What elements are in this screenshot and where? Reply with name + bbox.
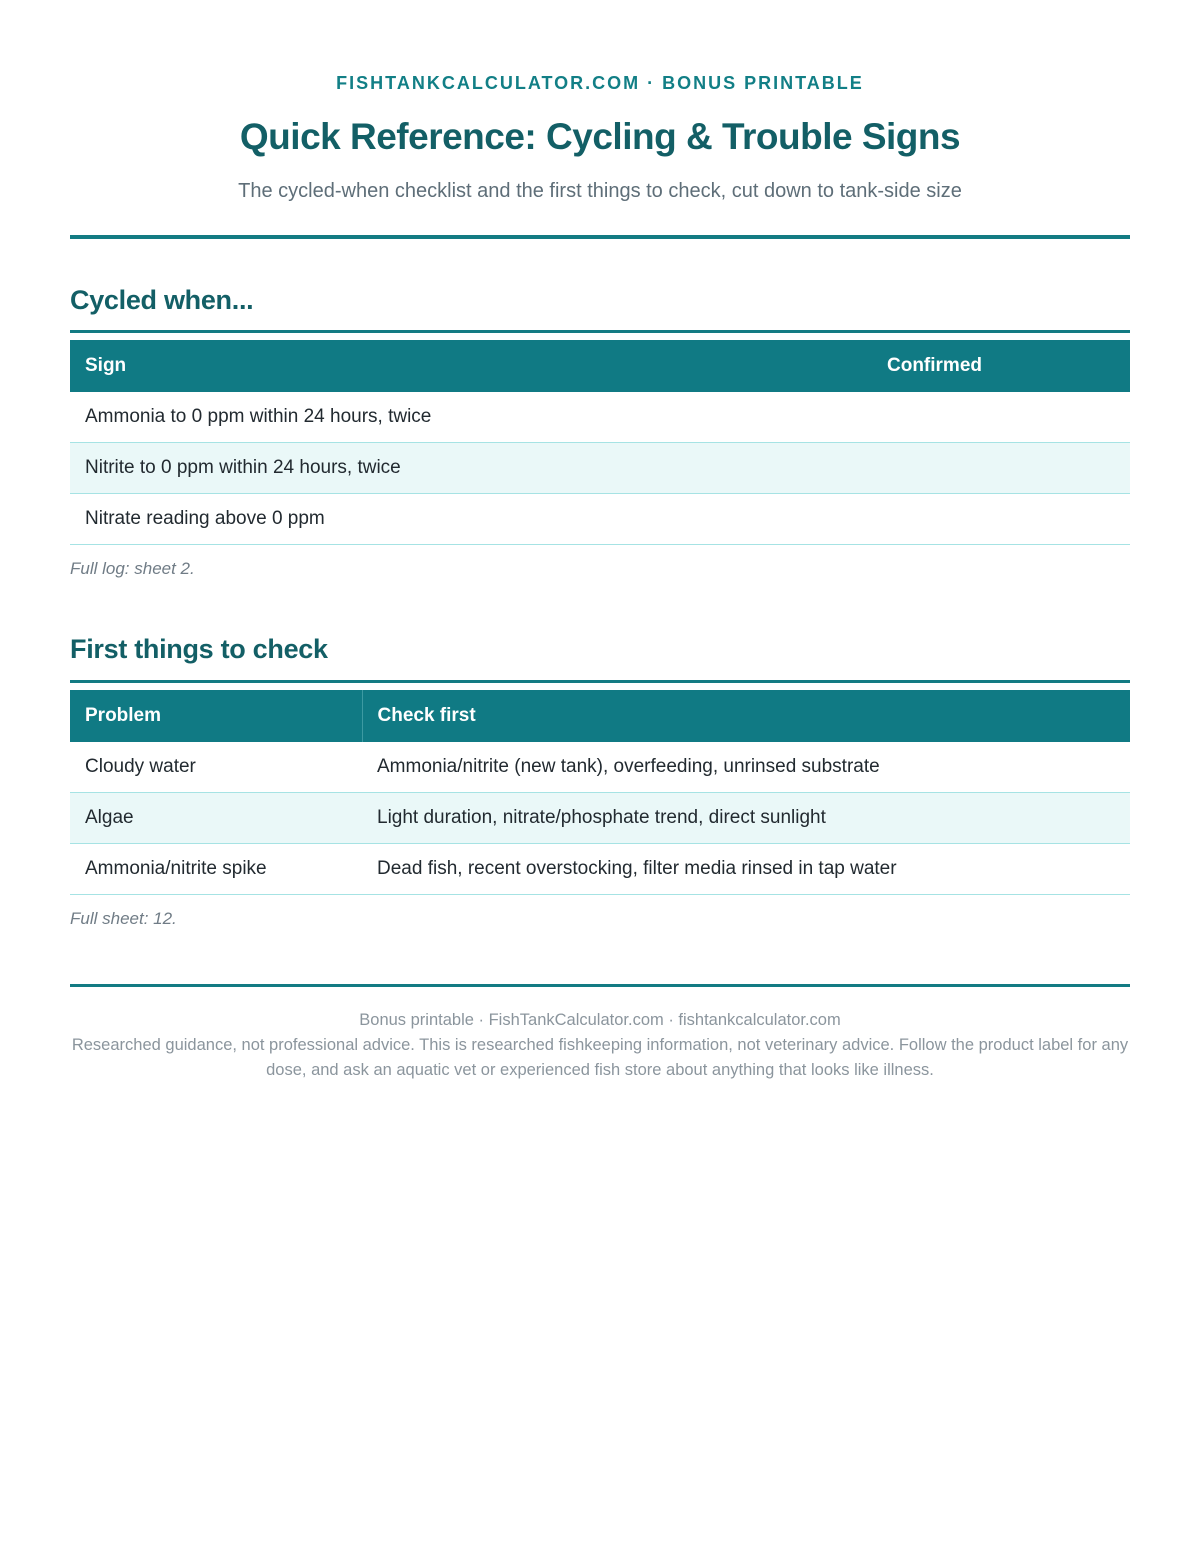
footer-disclaimer: Researched guidance, not professional advice. This is researched fishkeeping information, not veterinary advice. Follow the product label for any dose, and ask an aquatic vet or experienced fish store about anything that looks like illness. <box>71 1036 1129 1079</box>
trouble-note: Full sheet: 12. <box>70 909 177 928</box>
page-title: Quick Reference: Cycling & Trouble Signs <box>239 116 961 157</box>
footer-divider <box>70 984 1130 987</box>
problem-cell: Algae <box>70 793 362 844</box>
confirmed-cell <box>872 392 1130 443</box>
footer-source-line: Bonus printable · FishTankCalculator.com · fishtankcalculator.com <box>359 1011 841 1029</box>
table-header-row <box>70 340 1130 392</box>
footer <box>70 1008 1130 1083</box>
table-row <box>70 443 1130 494</box>
table-row <box>70 793 1130 844</box>
trouble-section-title: First things to check <box>70 634 328 664</box>
table-row <box>70 742 1130 793</box>
trouble-section-rule <box>70 680 1130 683</box>
column-header-check-first: Check first <box>362 690 1130 742</box>
header-divider <box>70 235 1130 239</box>
column-header-confirmed: Confirmed <box>872 340 1130 392</box>
check-cell: Ammonia/nitrite (new tank), overfeeding, unrinsed substrate <box>362 742 1130 793</box>
confirmed-cell <box>872 494 1130 545</box>
sign-cell: Ammonia to 0 ppm within 24 hours, twice <box>70 392 872 443</box>
cycled-table <box>70 340 1130 545</box>
check-cell: Light duration, nitrate/phosphate trend, direct sunlight <box>362 793 1130 844</box>
problem-cell: Ammonia/nitrite spike <box>70 844 362 895</box>
table-header-row <box>70 690 1130 742</box>
sign-cell: Nitrite to 0 ppm within 24 hours, twice <box>70 443 872 494</box>
page-subtitle: The cycled-when checklist and the first things to check, cut down to tank-side size <box>238 180 962 202</box>
problem-cell: Cloudy water <box>70 742 362 793</box>
site-kicker: FISHTANKCALCULATOR.COM · BONUS PRINTABLE <box>336 73 864 93</box>
column-header-sign: Sign <box>70 340 872 392</box>
sign-cell: Nitrate reading above 0 ppm <box>70 494 872 545</box>
table-row <box>70 392 1130 443</box>
confirmed-cell <box>872 443 1130 494</box>
table-row <box>70 494 1130 545</box>
trouble-table <box>70 690 1130 895</box>
column-header-problem: Problem <box>70 690 362 742</box>
table-row <box>70 844 1130 895</box>
cycled-note: Full log: sheet 2. <box>70 559 195 578</box>
cycled-section-rule <box>70 330 1130 333</box>
cycled-section-title: Cycled when... <box>70 285 254 315</box>
check-cell: Dead fish, recent overstocking, filter media rinsed in tap water <box>362 844 1130 895</box>
